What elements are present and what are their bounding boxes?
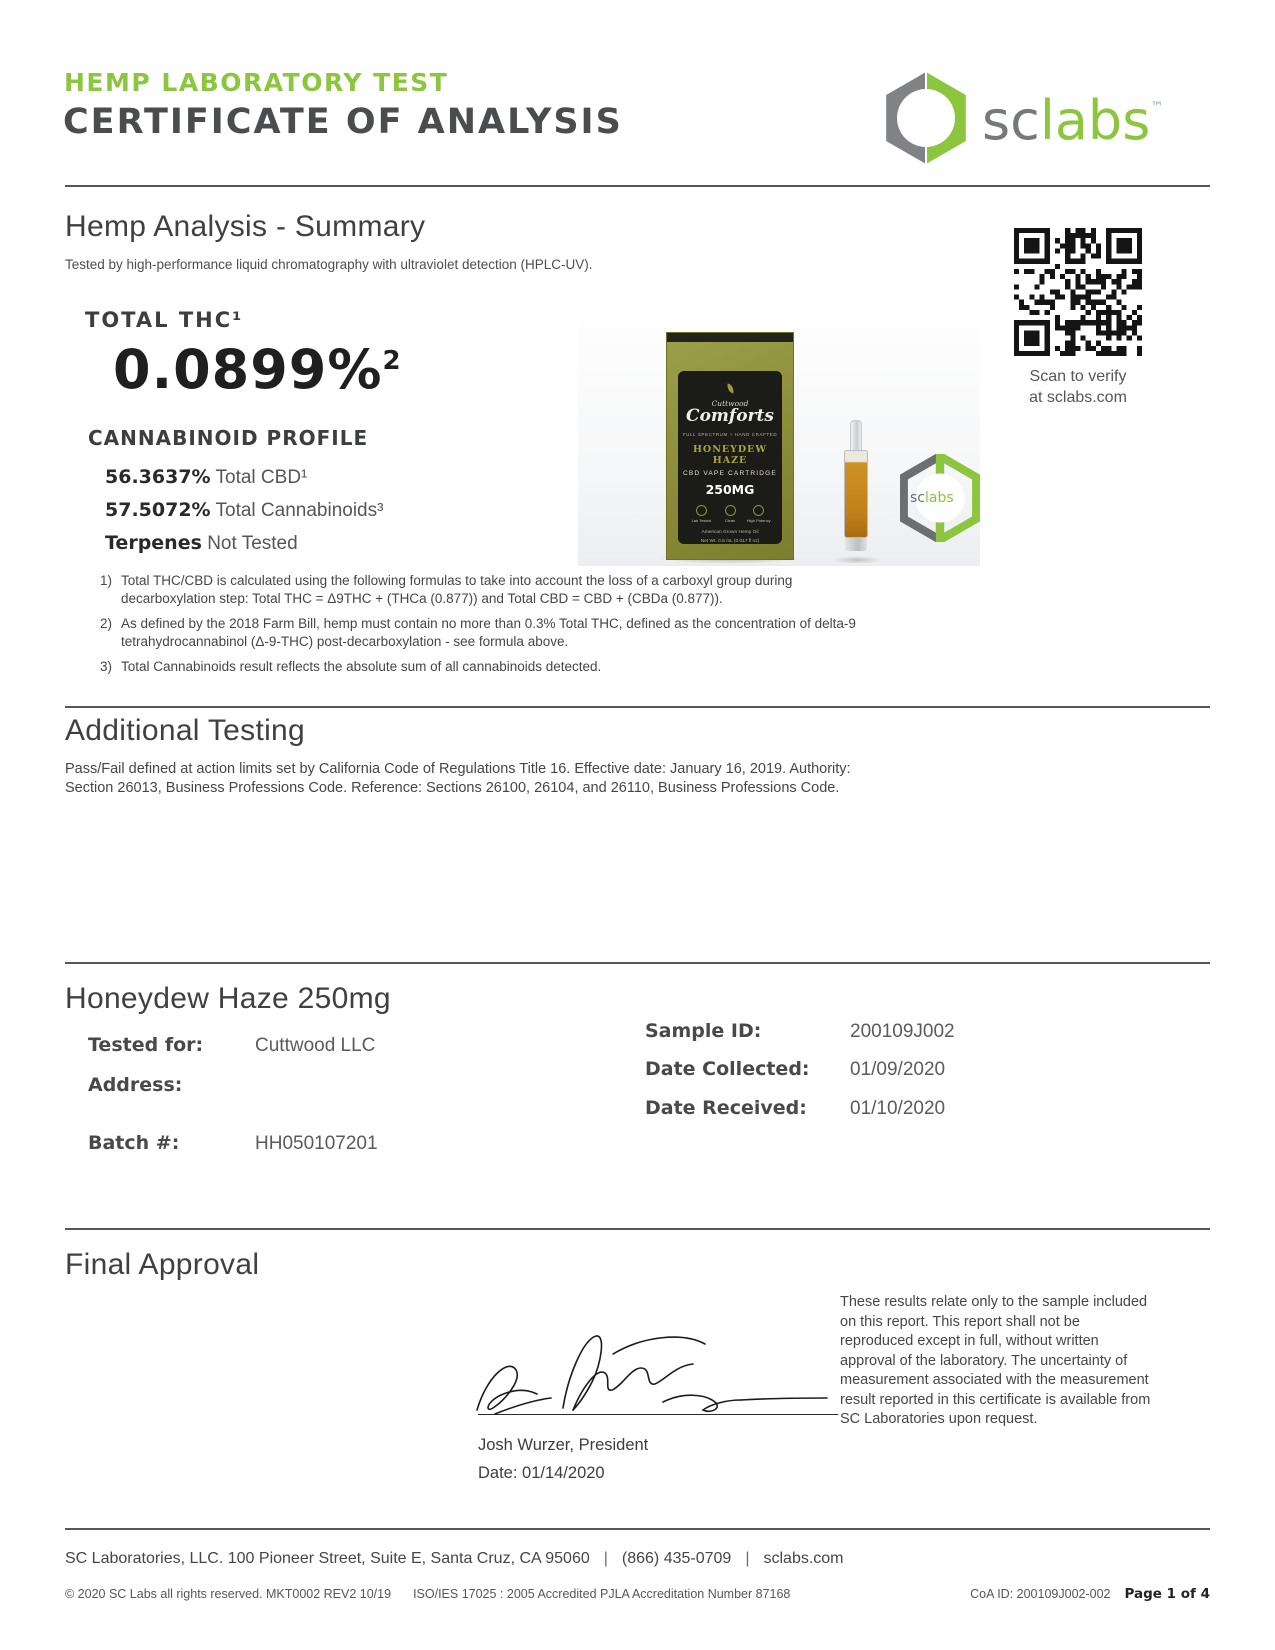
sclabs-logo <box>882 70 1163 171</box>
product-type: CBD VAPE CARTRIDGE <box>683 469 777 477</box>
badge-icon <box>725 505 736 516</box>
footnote-text: Total THC/CBD is calculated using the following formulas to take into account the loss of a carboxyl group during decarboxylation step: Total THC = Δ9THC + (THCa (0.877)) and Total CBD = CBD + (CBDa (0.877)). <box>121 573 793 606</box>
trademark-symbol: ™ <box>1150 99 1164 115</box>
watermark-labs: labs <box>925 490 954 506</box>
footer-copyright: © 2020 SC Labs all rights reserved. MKT0002 REV2 10/19 <box>65 1587 392 1601</box>
footer-phone: (866) 435-0709 <box>621 1550 732 1567</box>
footnote-3 <box>100 658 870 676</box>
footnote-number: 1) <box>100 573 113 588</box>
sclabs-watermark <box>900 454 980 542</box>
date-received-value: 01/10/2020 <box>850 1098 946 1119</box>
signature-line <box>478 1414 838 1415</box>
profile-row-total-cannabinoids <box>105 494 383 527</box>
footer-line1 <box>65 1550 844 1568</box>
sample-id-label: Sample ID: <box>645 1020 762 1042</box>
footer-coa-id: CoA ID: 200109J002-002 <box>970 1587 1111 1601</box>
badge-icon <box>696 505 707 516</box>
watermark-sc: sc <box>910 490 925 506</box>
divider-approval <box>65 1228 1210 1230</box>
badge-label: High Potency <box>746 517 771 523</box>
footnote-text: As defined by the 2018 Farm Bill, hemp must contain no more than 0.3% Total THC, defined as the concentration of delta-9 tetrahydrocannabinol (Δ-9-THC) post-decarboxylation - see formula above. <box>121 616 856 649</box>
cartridge-base <box>845 538 867 551</box>
divider-additional <box>65 706 1210 708</box>
approval-heading: Final Approval <box>65 1248 260 1281</box>
badge-icon <box>753 505 764 516</box>
vape-cartridge <box>841 420 871 551</box>
total-thc-superscript: 2 <box>382 346 402 376</box>
footnote-text: Total Cannabinoids result reflects the absolute sum of all cannabinoids detected. <box>121 659 602 674</box>
profile-label: Not Tested <box>207 533 298 554</box>
additional-heading: Additional Testing <box>65 714 306 747</box>
footer-line2-left <box>65 1587 790 1601</box>
net-weight: Net Wt. 0.5 mL (0.017 fl oz) <box>700 538 760 544</box>
total-thc-label: TOTAL THC¹ <box>85 308 244 332</box>
footer-page-number: Page 1 of 4 <box>1124 1586 1210 1602</box>
qr-code <box>1014 228 1142 356</box>
date-collected-value: 01/09/2020 <box>850 1059 946 1080</box>
signature <box>455 1318 845 1418</box>
footer-separator: | <box>603 1550 608 1567</box>
box-lid <box>667 333 793 342</box>
hexagon-logo-icon <box>882 70 970 171</box>
cartridge-shadow <box>832 556 882 564</box>
footnote-2 <box>100 615 870 651</box>
address-label: Address: <box>88 1074 183 1096</box>
box-label <box>678 371 782 544</box>
qr-caption <box>1014 366 1142 408</box>
badge-high-potency <box>744 505 773 523</box>
additional-body: Pass/Fail defined at action limits set by California Code of Regulations Title 16. Effective date: January 16, 2019. Authority: Section 26013, Business Professions Code. Reference: Sections 26100, 26104, and 26110, Business Professions Code. <box>65 761 851 796</box>
cannabinoid-profile-list <box>105 461 383 560</box>
product-box <box>666 332 794 560</box>
footer-iso: ISO/IES 17025 : 2005 Accredited PJLA Accreditation Number 87168 <box>413 1587 791 1601</box>
footer-separator: | <box>745 1550 750 1567</box>
footnote-1 <box>100 572 870 608</box>
brand-large: Comforts <box>686 406 774 426</box>
cannabinoid-profile-heading: CANNABINOID PROFILE <box>88 426 369 450</box>
profile-row-terpenes <box>105 527 383 560</box>
box-tagline: FULL SPECTRUM + HAND CRAFTED <box>682 431 778 437</box>
profile-value: 56.3637% <box>105 466 211 488</box>
profile-row-total-cbd <box>105 461 383 494</box>
date-received-label: Date Received: <box>645 1097 807 1119</box>
qr-caption-line1: Scan to verify <box>1029 368 1127 385</box>
batch-value: HH050107201 <box>255 1133 378 1154</box>
summary-heading: Hemp Analysis - Summary <box>65 210 426 243</box>
qr-caption-line2: at sclabs.com <box>1029 389 1127 406</box>
badge-label: Clean <box>724 517 736 523</box>
badge-row <box>687 505 773 523</box>
cartridge-mouthpiece <box>850 420 862 452</box>
profile-label: Total CBD¹ <box>215 467 308 488</box>
cartridge-body <box>844 450 868 538</box>
profile-value: 57.5072% <box>105 499 211 521</box>
brand-small: Cuttwood <box>711 399 749 408</box>
divider-footer <box>65 1528 1210 1530</box>
profile-label: Total Cannabinoids³ <box>215 500 384 521</box>
footer-website: sclabs.com <box>763 1550 844 1567</box>
total-thc-number: 0.0899% <box>113 338 383 401</box>
divider-header <box>65 185 1210 187</box>
approval-disclaimer: These results relate only to the sample included on this report. This report shall not be reproduced except in full, without written approval of the laboratory. The uncertainty of measurement associated with the measurement result reported in this certificate is available from SC Laboratories upon request. <box>840 1294 1151 1427</box>
footer-line2-right <box>970 1586 1210 1602</box>
logo-wordmark <box>982 88 1164 152</box>
badge-lab-tested <box>687 505 716 523</box>
product-strength: 250MG <box>705 481 755 497</box>
origin-text: American Grown Hemp Oil <box>701 529 759 535</box>
date-collected-label: Date Collected: <box>645 1058 810 1080</box>
logo-labs: labs <box>1039 88 1151 152</box>
sample-heading: Honeydew Haze 250mg <box>65 982 391 1015</box>
footnotes <box>100 572 870 683</box>
product-photo <box>578 316 980 566</box>
footnote-number: 2) <box>100 616 113 631</box>
leaf-icon <box>726 384 734 394</box>
header-pretitle: HEMP LABORATORY TEST <box>64 68 449 97</box>
watermark-text <box>910 490 954 506</box>
profile-value: Terpenes <box>105 532 202 554</box>
strain-name: HONEYDEW HAZE <box>692 443 768 466</box>
logo-sc: sc <box>982 88 1040 152</box>
badge-label: Lab Tested <box>691 517 712 523</box>
footnote-number: 3) <box>100 659 113 674</box>
method-note: Tested by high-performance liquid chromatography with ultraviolet detection (HPLC-UV). <box>65 257 593 272</box>
page-title: CERTIFICATE OF ANALYSIS <box>63 102 623 142</box>
approval-date: Date: 01/14/2020 <box>478 1464 605 1482</box>
footer-address: SC Laboratories, LLC. 100 Pioneer Street, Suite E, Santa Cruz, CA 95060 <box>65 1550 590 1567</box>
tested-for-value: Cuttwood LLC <box>255 1035 376 1056</box>
divider-sample <box>65 962 1210 964</box>
signer-name: Josh Wurzer, President <box>478 1436 649 1454</box>
badge-clean <box>716 505 745 523</box>
sample-id-value: 200109J002 <box>850 1021 955 1042</box>
total-thc-value <box>113 338 402 401</box>
batch-label: Batch #: <box>88 1132 180 1154</box>
tested-for-label: Tested for: <box>88 1034 204 1056</box>
